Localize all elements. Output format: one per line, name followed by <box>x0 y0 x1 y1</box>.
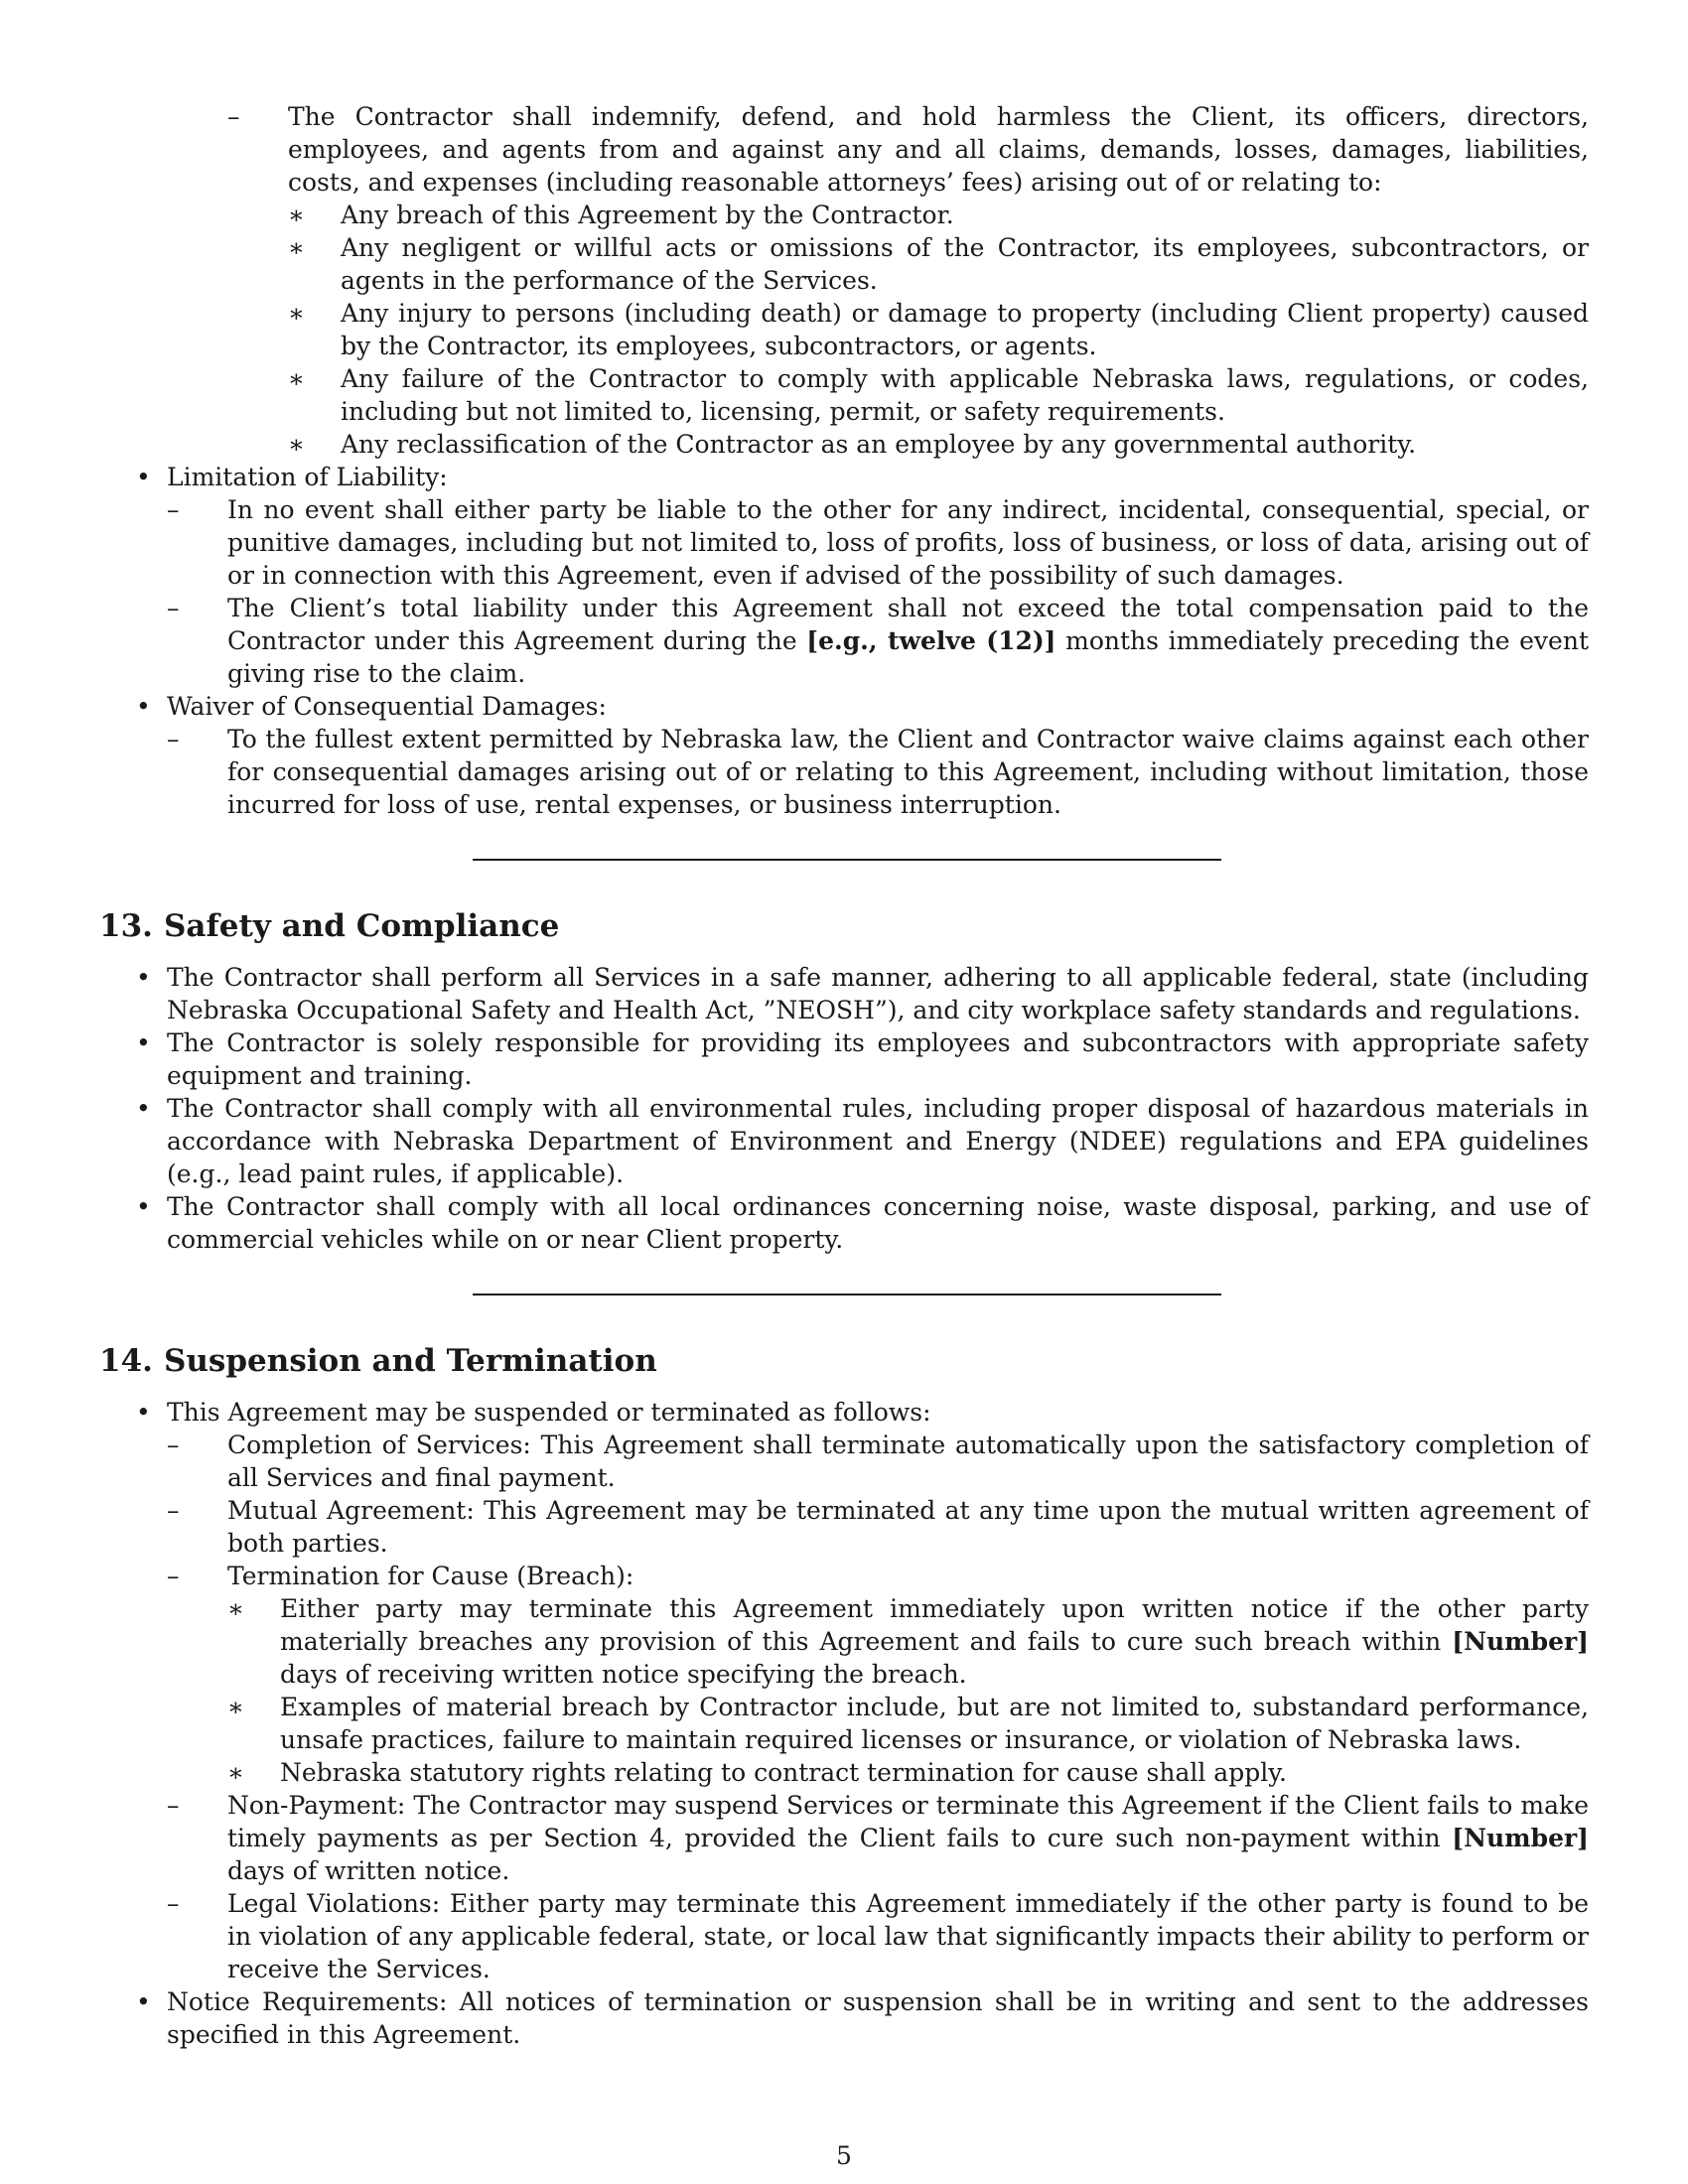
waiver-item <box>99 690 1589 821</box>
indemnity-intro: The Contractor shall indemnify, defend, and hold harmless the Client, its officers, directors, employees, and agents from and against any and all claims, demands, losses, damages, liabilities, costs, and expenses (including reasonable attorneys’ fees) arising out of or relating to: <box>288 102 1589 197</box>
indemnity-subitem: ∗ Any negligent or willful acts or omissions of the Contractor, its employees, subcontractors, or agents in the performance of the Services. <box>288 231 1589 297</box>
waiver-label: Waiver of Consequential Damages: <box>167 692 607 721</box>
waiver-subitem: – To the fullest extent permitted by Nebraska law, the Client and Contractor waive claims against each other for consequential damages arising out of or relating to this Agreement, including without limitation, those incurred for loss of use, rental expenses, or business interruption. <box>167 723 1589 821</box>
cause-subitem: ∗ Examples of material breach by Contractor include, but are not limited to, substandard performance, unsafe practices, failure to maintain required licenses or insurance, or violation of Nebraska laws. <box>227 1691 1589 1756</box>
notice-item: • Notice Requirements: All notices of termination or suspension shall be in writing and sent to the addresses specified in this Agreement. <box>99 1985 1589 2051</box>
termination-intro: This Agreement may be suspended or terminated as follows: <box>167 1398 931 1427</box>
section-divider <box>473 859 1221 861</box>
indemnity-list <box>227 100 1589 461</box>
section-number: 14. <box>99 1343 153 1379</box>
waiver-sublist <box>167 723 1589 821</box>
text-fragment: Either party may terminate this Agreement immediately upon written notice if the other party materially breaches any provision of this Agreement and fails to cure such breach within <box>280 1594 1589 1656</box>
list-item: • The Contractor shall perform all Services in a safe manner, adhering to all applicable federal, state (including Nebraska Occupational Safety and Health Act, ”NEOSH”), and city workplace safety standards and regulations. <box>99 961 1589 1026</box>
placeholder-term: [Number] <box>1452 1627 1589 1656</box>
list-item: • The Contractor shall comply with all environmental rules, including proper disposal of hazardous materials in accordance with Nebraska Department of Environment and Energy (NDEE) regulations and EPA guidelines (e.g., lead paint rules, if applicable). <box>99 1092 1589 1190</box>
limitation-sublist <box>167 493 1589 690</box>
indemnity-subitem: ∗ Any injury to persons (including death) or damage to property (including Client property) caused by the Contractor, its employees, subcontractors, or agents. <box>288 297 1589 362</box>
indemnity-sublist <box>288 199 1589 461</box>
list-item: • The Contractor shall comply with all local ordinances concerning noise, waste disposal, parking, and use of commercial vehicles while on or near Client property. <box>99 1190 1589 1256</box>
cause-subitem: ∗ Nebraska statutory rights relating to contract termination for cause shall apply. <box>227 1756 1589 1789</box>
placeholder-term: [Number] <box>1452 1824 1589 1852</box>
section-14-heading <box>99 1341 1589 1381</box>
indemnity-subitem: ∗ Any reclassification of the Contractor as an employee by any governmental authority. <box>288 428 1589 461</box>
limitation-subitem: – In no event shall either party be liable to the other for any indirect, incidental, consequential, special, or punitive damages, including but not limited to, loss of profits, loss of business, or loss of data, arising out of or in connection with this Agreement, even if advised of the possibility of such damages. <box>167 493 1589 592</box>
section-title: Safety and Compliance <box>164 908 560 944</box>
text-fragment: days of receiving written notice specifying the breach. <box>280 1660 967 1689</box>
indemnity-item <box>227 100 1589 461</box>
cause-sublist <box>227 1592 1589 1789</box>
termination-subitem <box>167 1789 1589 1887</box>
page-content <box>99 100 1589 2051</box>
section-13-list <box>99 961 1589 1256</box>
termination-subitem: – Legal Violations: Either party may terminate this Agreement immediately if the other party is found to be in violation of any applicable federal, state, or local law that significantly impacts their ability to perform or receive the Services. <box>167 1887 1589 1985</box>
limitation-subitem <box>167 592 1589 690</box>
indemnity-subitem: ∗ Any breach of this Agreement by the Contractor. <box>288 199 1589 231</box>
section-13-heading <box>99 906 1589 946</box>
limitation-item <box>99 461 1589 690</box>
text-fragment: The Client’s total liability under this Agreement shall not exceed the total compensation paid to the Contractor under this Agreement during the <box>227 594 1589 655</box>
termination-item <box>99 1396 1589 1985</box>
liability-list <box>99 461 1589 821</box>
section-14-list <box>99 1396 1589 2051</box>
section-number: 13. <box>99 908 153 944</box>
termination-subitem <box>167 1560 1589 1789</box>
cause-subitem <box>227 1592 1589 1691</box>
section-title: Suspension and Termination <box>164 1343 657 1379</box>
cause-label: Termination for Cause (Breach): <box>227 1562 634 1590</box>
placeholder-term: [e.g., twelve (12)] <box>806 626 1056 655</box>
text-fragment: days of written notice. <box>227 1856 510 1885</box>
list-item: • The Contractor is solely responsible for providing its employees and subcontractors with appropriate safety equipment and training. <box>99 1026 1589 1092</box>
limitation-label: Limitation of Liability: <box>167 463 448 491</box>
termination-sublist <box>167 1429 1589 1985</box>
indemnity-subitem: ∗ Any failure of the Contractor to comply with applicable Nebraska laws, regulations, or codes, including but not limited to, licensing, permit, or safety requirements. <box>288 362 1589 428</box>
text-fragment: months immediately preceding the event giving rise to the claim. <box>227 626 1590 688</box>
termination-subitem: – Completion of Services: This Agreement shall terminate automatically upon the satisfactory completion of all Services and final payment. <box>167 1429 1589 1494</box>
text-fragment: Non-Payment: The Contractor may suspend Services or terminate this Agreement if the Client fails to make timely payments as per Section 4, provided the Client fails to cure such non-payment within <box>227 1791 1589 1852</box>
section-divider <box>473 1294 1221 1296</box>
termination-subitem: – Mutual Agreement: This Agreement may be terminated at any time upon the mutual written agreement of both parties. <box>167 1494 1589 1560</box>
page-number: 5 <box>836 2141 852 2170</box>
